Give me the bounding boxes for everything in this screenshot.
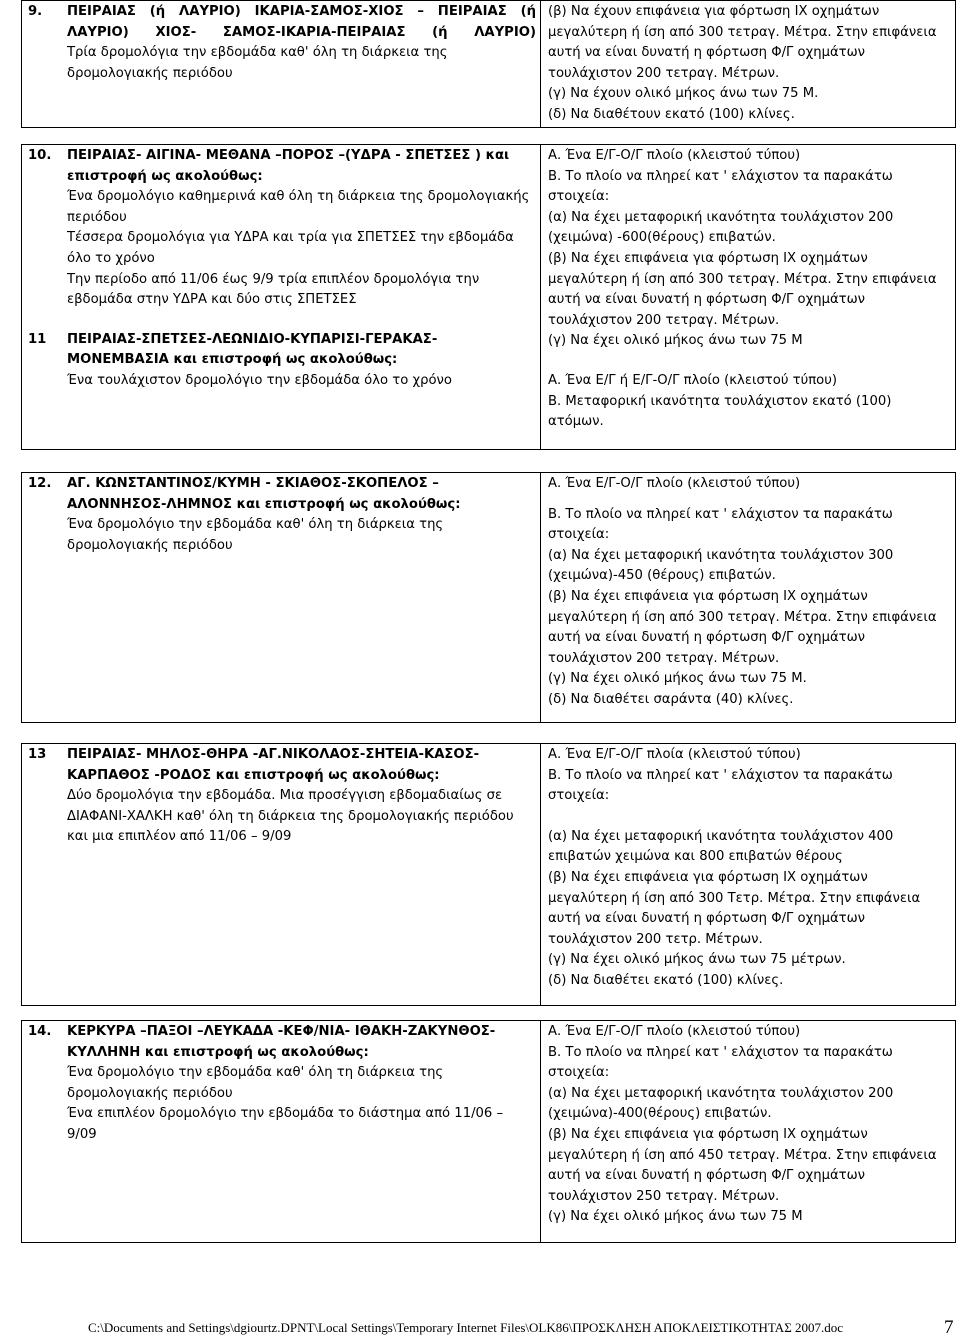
requirement-line: Α. Ένα Ε/Γ-Ο/Γ πλοία (κλειστού τύπου) [548,747,801,762]
requirement-line: (β) Να έχει επιφάνεια για φόρτωση ΙΧ οχημάτων μεγαλύτερη ή ίση από 300 τετραγ. Μέτρα. Στην επιφάνεια αυτή να είναι δυνατή η φόρτωση Φ/Γ οχημάτων τουλάχιστον 200 τετραγ. Μέτρων. [548,588,937,666]
route-number: 10. [28,148,52,163]
requirement-line: Β. Μεταφορική ικανότητα τουλάχιστον εκατό (100) ατόμων. [548,393,892,430]
route-cell [22,1021,541,1243]
route-title: ΑΓ. ΚΩΝΣΤΑΝΤΙΝΟΣ/ΚΥΜΗ - ΣΚΙΑΘΟΣ-ΣΚΟΠΕΛΟΣ – ΑΛΟΝΝΗΣΟΣ-ΛΗΜΝΟΣ και επιστροφή ως ακολούθως: [67,476,461,512]
route-cell [22,473,541,723]
requirement-line: (β) Να έχει επιφάνεια για φόρτωση ΙΧ οχημάτων μεγαλύτερη ή ίση από 300 τετραγ. Μέτρα. Στην επιφάνεια αυτή να είναι δυνατή η φόρτωση Φ/Γ οχημάτων τουλάχιστον 200 τετραγ. Μέτρων. [548,250,937,328]
requirement-line: Β. Το πλοίο να πληρεί κατ ' ελάχιστον τα παρακάτω στοιχεία: [548,168,893,205]
route-number: 11 [28,331,47,347]
requirement-line: (β) Να έχει επιφάνεια για φόρτωση ΙΧ οχημάτων μεγαλύτερη ή ίση από 450 τετραγ. Μέτρα. Στην επιφάνεια αυτή να είναι δυνατή η φόρτωση Φ/Γ οχημάτων τουλάχιστον 250 τετραγ. Μέτρων. [548,1126,937,1204]
requirement-line: (β) Να έχουν επιφάνεια για φόρτωση ΙΧ οχημάτων μεγαλύτερη ή ίση από 300 τετραγ. Μέτρα. Στην επιφάνεια αυτή να είναι δυνατή η φόρτωση Φ/Γ οχημάτων τουλάχιστον 200 τετραγ. Μέτρων. [548,4,937,81]
table-row [22,473,956,723]
requirement-line: (α) Να έχει μεταφορική ικανότητα τουλάχιστον 200 (χειμώνα)-400(θέρους) επιβατών. [548,1085,894,1122]
route-number: 12. [28,476,52,491]
route-schedule: Την περίοδο από 11/06 έως 9/9 τρία επιπλέον δρομολόγια την εβδομάδα στην ΥΔΡΑ και δύο στις ΣΠΕΤΣΕΣ [67,271,480,308]
route-title: ΠΕΙΡΑΙΑΣ- ΑΙΓΙΝΑ- ΜΕΘΑΝΑ –ΠΟΡΟΣ –(ΥΔΡΑ - ΣΠΕΤΣΕΣ ) και επιστροφή ως ακολούθως: [67,148,510,184]
route-cell [22,145,541,450]
requirement-line: (α) Να έχει μεταφορική ικανότητα τουλάχιστον 400 επιβατών χειμώνα και 800 επιβατών θέρους [548,828,894,865]
route-schedule: Ένα δρομολόγιο καθημερινά καθ όλη τη διάρκεια της δρομολογιακής περιόδου [67,189,530,225]
requirement-line: Α. Ένα Ε/Γ-Ο/Γ πλοίο (κλειστού τύπου) [548,148,801,163]
route-title: ΠΕΙΡΑΙΑΣ- ΜΗΛΟΣ-ΘΗΡΑ -ΑΓ.ΝΙΚΟΛΑΟΣ-ΣΗΤΕΙΑ-ΚΑΣΟΣ-ΚΑΡΠΑΘΟΣ -ΡΟΔΟΣ και επιστροφή ως ακολούθως: [67,747,480,783]
route-title: ΚΕΡΚΥΡΑ –ΠΑΞΟΙ –ΛΕΥΚΑΔΑ -ΚΕΦ/ΝΙΑ- ΙΘΑΚΗ-ΖΑΚΥΝΘΟΣ-ΚΥΛΛΗΝΗ και επιστροφή ως ακολούθως: [67,1024,496,1060]
requirements-cell [541,473,956,723]
footer-file-path: C:\Documents and Settings\dgiourtz.DPNT\Local Settings\Temporary Internet Files\OLK86\ΠΡΟΣΚΛΗΣΗ ΑΠΟΚΛΕΙΣΤΙΚΟΤΗΤΑΣ 2007.doc [88,1320,844,1335]
route-cell [22,744,541,1006]
route-number: 9. [28,4,43,19]
requirement-line: (α) Να έχει μεταφορική ικανότητα τουλάχιστον 200 (χειμώνα) -600(θέρους) επιβατών. [548,209,894,246]
table-row [22,1,956,128]
route-schedule: Ένα τουλάχιστον δρομολόγιο την εβδομάδα όλο το χρόνο [67,372,452,388]
route-schedule: Ένα επιπλέον δρομολόγιο την εβδομάδα το διάστημα από 11/06 – 9/09 [67,1106,504,1142]
table-row [22,1021,956,1243]
requirement-line: Α. Ένα Ε/Γ ή Ε/Γ-Ο/Γ πλοίο (κλειστού τύπου) [548,372,837,388]
page-number: 7 [944,1317,954,1338]
requirement-line: Α. Ένα Ε/Γ-Ο/Γ πλοίο (κλειστού τύπου) [548,1024,801,1039]
requirement-line: (β) Να έχει επιφάνεια για φόρτωση ΙΧ οχημάτων μεγαλύτερη ή ίση από 300 Τετρ. Μέτρα. Στην επιφάνεια αυτή να είναι δυνατή η φόρτωση Φ/Γ οχημάτων τουλάχιστον 200 τετρ. Μέτρων. [548,869,921,947]
requirements-cell [541,744,956,1006]
requirement-line: Α. Ένα Ε/Γ-Ο/Γ πλοίο (κλειστού τύπου) [548,476,801,491]
route-number: 14. [28,1024,52,1039]
requirement-line: (γ) Να έχει ολικό μήκος άνω των 75 Μ. [548,671,807,687]
route-title: ΠΕΙΡΑΙΑΣ-ΣΠΕΤΣΕΣ-ΛΕΩΝΙΔΙΟ-ΚΥΠΑΡΙΣΙ-ΓΕΡΑΚΑΣ-ΜΟΝΕΜΒΑΣΙΑ και επιστροφή ως ακολούθως: [67,331,438,368]
route-schedule: Ένα δρομολόγιο την εβδομάδα καθ' όλη τη διάρκεια της δρομολογιακής περιόδου [67,1065,444,1101]
requirement-line: (δ) Να διαθέτει σαράντα (40) κλίνες. [548,691,794,707]
requirement-line: (α) Να έχει μεταφορική ικανότητα τουλάχιστον 300 (χειμώνα)-450 (θέρους) επιβατών. [548,547,894,584]
requirement-line: (γ) Να έχει ολικό μήκος άνω των 75 μέτρων. [548,952,846,968]
table-row [22,145,956,450]
requirement-line: (δ) Να διαθέτουν εκατό (100) κλίνες. [548,106,795,122]
requirements-cell [541,1021,956,1243]
requirement-line: (γ) Να έχει ολικό μήκος άνω των 75 Μ [548,1209,803,1225]
requirement-line: (γ) Να έχουν ολικό μήκος άνω των 75 Μ. [548,86,819,102]
routes-table [21,0,956,1243]
requirements-cell [541,145,956,450]
requirement-line: Β. Το πλοίο να πληρεί κατ ' ελάχιστον τα παρακάτω στοιχεία: [548,1044,893,1081]
route-title: ΠΕΙΡΑΙΑΣ (ή ΛΑΥΡΙΟ) ΙΚΑΡΙΑ-ΣΑΜΟΣ-ΧΙΟΣ – ΠΕΙΡΑΙΑΣ (ή ΛΑΥΡΙΟ) ΧΙΟΣ- ΣΑΜΟΣ-ΙΚΑΡΙΑ-ΠΕΙΡΑΙΑΣ (ή ΛΑΥΡΙΟ) [67,4,536,40]
requirement-line: (δ) Να διαθέτει εκατό (100) κλίνες. [548,972,784,988]
route-cell [22,1,541,128]
route-schedule: Τέσσερα δρομολόγια για ΥΔΡΑ και τρία για ΣΠΕΤΣΕΣ την εβδομάδα όλο το χρόνο [67,230,514,266]
route-schedule: Ένα δρομολόγιο την εβδομάδα καθ' όλη τη διάρκεια της δρομολογιακής περιόδου [67,517,444,553]
requirement-line: (γ) Να έχει ολικό μήκος άνω των 75 Μ [548,333,803,349]
route-schedule: Τρία δρομολόγια την εβδομάδα καθ' όλη τη διάρκεια της δρομολογιακής περιόδου [67,45,448,81]
route-schedule: Δύο δρομολόγια την εβδομάδα. Μια προσέγγιση εβδομαδιαίως σε ΔΙΑΦΑΝΙ-ΧΑΛΚΗ καθ' όλη τη διάρκεια της δρομολογιακής περιόδου και μια επιπλέον από 11/06 – 9/09 [67,788,514,845]
table-row [22,744,956,1006]
requirements-cell [541,1,956,128]
requirement-line: Β. Το πλοίο να πληρεί κατ ' ελάχιστον τα παρακάτω στοιχεία: [548,506,893,543]
requirement-line: Β. Το πλοίο να πληρεί κατ ' ελάχιστον τα παρακάτω στοιχεία: [548,767,893,804]
route-number: 13 [28,747,47,762]
